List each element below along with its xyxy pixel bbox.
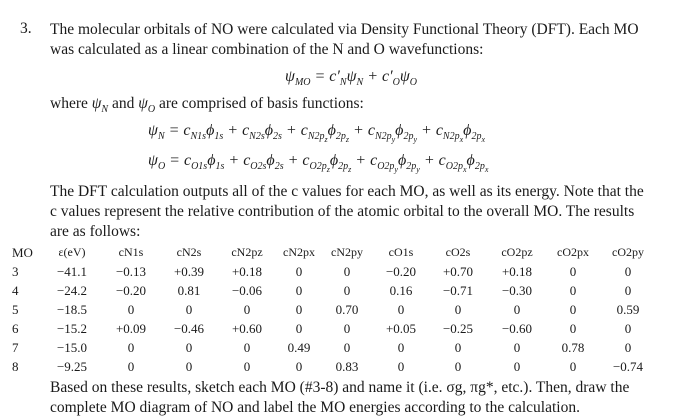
table-cell: 0 <box>127 301 135 317</box>
table-cell: −0.74 <box>612 358 644 374</box>
table-cell: 0 <box>243 339 251 355</box>
table-cell: 0 <box>127 358 135 374</box>
footer-line-2: complete MO diagram of NO and label the MO energies according to the calculation. <box>50 399 580 416</box>
psiN-equation: $\psi_N = c_{N1s}\phi_{1s} + c_{N2s}\phi_{2s} + c_{N2p_z}\phi_{2p_z} + c_{N2p_y}\phi_{2p_y} + c_{N2p_x}\phi_{2p_x}$ <box>148 122 485 145</box>
table-row <box>10 357 658 376</box>
table-cell: 0 <box>454 301 462 317</box>
table-cell: −41.1 <box>56 263 88 279</box>
table-header-cell: MO <box>12 244 33 260</box>
table-cell: −15.0 <box>56 339 88 355</box>
table-cell: 0 <box>343 339 351 355</box>
table-header-cell: cO2pz <box>501 245 533 259</box>
table-header-row <box>10 243 658 262</box>
table-cell: 0.16 <box>389 282 413 298</box>
table-cell: −0.06 <box>231 282 263 298</box>
table-header-cell: cN2s <box>176 245 202 259</box>
table-cell: 0 <box>243 358 251 374</box>
table-header-cell: cN1s <box>118 245 144 259</box>
table-cell: −0.60 <box>501 320 533 336</box>
table-cell: 0 <box>343 320 351 336</box>
table-cell: 0 <box>569 320 577 336</box>
where-line <box>50 94 364 120</box>
table-cell: 0 <box>243 301 251 317</box>
intro-line-2: was calculated as a linear combination of the N and O wavefunctions: <box>50 41 484 58</box>
table-cell: 0 <box>127 339 135 355</box>
mo-equation-text: $\psi_{MO} = c'_N\psi_N + c'_O\psi_O$ <box>285 68 417 89</box>
table-cell: +0.05 <box>385 320 417 336</box>
table-cell: +0.60 <box>231 320 263 336</box>
table-cell: 7 <box>12 339 19 355</box>
table-cell: −9.25 <box>56 358 88 374</box>
table-cell: 0 <box>624 339 632 355</box>
table-header-cell: ε(eV) <box>58 245 86 259</box>
table-cell: 0 <box>397 358 405 374</box>
table-cell: 0 <box>295 320 303 336</box>
table-cell: 5 <box>12 301 19 317</box>
table-row <box>10 338 658 357</box>
table-cell: −24.2 <box>56 282 88 298</box>
table-cell: +0.18 <box>231 263 263 279</box>
table-cell: 0 <box>185 358 193 374</box>
table-cell: 4 <box>12 282 19 298</box>
where-line-text: where $\psi_N$ and $\psi_O$ are comprised of basis functions: <box>50 95 364 116</box>
table-cell: −0.20 <box>115 282 147 298</box>
table-cell: −0.13 <box>115 263 147 279</box>
table-header-cell: cN2pz <box>231 245 263 259</box>
table-cell: 0 <box>295 358 303 374</box>
table-cell: 0 <box>569 263 577 279</box>
table-cell: 0.49 <box>287 339 311 355</box>
intro-line-1: The molecular orbitals of NO were calculated via Density Functional Theory (DFT). Each MO <box>50 21 639 38</box>
table-cell: 0 <box>569 301 577 317</box>
table-header-cell: cO2py <box>612 245 644 259</box>
table-body <box>10 262 658 376</box>
table-cell: 0 <box>513 339 521 355</box>
table-cell: −15.2 <box>56 320 88 336</box>
table-header-cell: cN2px <box>283 245 315 259</box>
table-cell: 0 <box>624 282 632 298</box>
table-row <box>10 281 658 300</box>
table-header-cell: cN2py <box>331 245 363 259</box>
table-cell: 0 <box>624 263 632 279</box>
table-cell: +0.70 <box>442 263 474 279</box>
table-cell: 0.70 <box>335 301 359 317</box>
table-row <box>10 319 658 338</box>
psiO-equation: $\psi_O = c_{O1s}\phi_{1s} + c_{O2s}\phi_{2s} + c_{O2p_z}\phi_{2p_z} + c_{O2p_y}\phi_{2p_y} + c_{O2p_x}\phi_{2p_x}$ <box>148 152 489 175</box>
table-cell: 0 <box>295 301 303 317</box>
table-cell: 0 <box>624 320 632 336</box>
table-cell: 0 <box>569 358 577 374</box>
table-header-cell: cO2s <box>445 245 471 259</box>
footer-instructions <box>50 378 629 418</box>
table-cell: 0 <box>343 282 351 298</box>
table-cell: 3 <box>12 263 19 279</box>
table-cell: −0.30 <box>501 282 533 298</box>
table-row <box>10 262 658 281</box>
table-cell: 0 <box>343 263 351 279</box>
table-cell: 0 <box>295 282 303 298</box>
table-cell: 0.81 <box>177 282 201 298</box>
table-cell: −18.5 <box>56 301 88 317</box>
table-cell: +0.09 <box>115 320 147 336</box>
question-number: 3. <box>20 20 32 37</box>
table-cell: 0.83 <box>335 358 359 374</box>
table-cell: 0 <box>513 358 521 374</box>
dft-line-3: are as follows: <box>50 223 141 240</box>
table-cell: 0 <box>454 358 462 374</box>
dft-line-1: The DFT calculation outputs all of the c values for each MO, as well as its energy. Note that the <box>50 183 644 200</box>
table-cell: 0 <box>513 301 521 317</box>
table-header-cell: cO1s <box>388 245 414 259</box>
table-cell: −0.71 <box>442 282 474 298</box>
table-cell: 8 <box>12 358 19 374</box>
table-cell: −0.20 <box>385 263 417 279</box>
table-cell: 6 <box>12 320 19 336</box>
table-cell: +0.39 <box>173 263 205 279</box>
table-row <box>10 300 658 319</box>
footer-line-1: Based on these results, sketch each MO (#3-8) and name it (i.e. σg, πg*, etc.). Then, draw the <box>50 379 630 396</box>
table-cell: 0 <box>454 339 462 355</box>
table-cell: 0 <box>185 339 193 355</box>
dft-line-2: c values represent the relative contribution of the atomic orbital to the overall MO. The results <box>50 203 635 220</box>
table-cell: −0.46 <box>173 320 205 336</box>
table-cell: 0 <box>295 263 303 279</box>
table-cell: 0 <box>397 339 405 355</box>
mo-equation <box>285 68 417 88</box>
table-header-cell: cO2px <box>557 245 589 259</box>
table-cell: 0 <box>569 282 577 298</box>
table-cell: −0.25 <box>442 320 474 336</box>
table-cell: +0.18 <box>501 263 533 279</box>
table-cell: 0 <box>185 301 193 317</box>
mo-coefficient-table <box>10 243 658 376</box>
table-cell: 0.59 <box>616 301 640 317</box>
table-cell: 0 <box>397 301 405 317</box>
table-cell: 0.78 <box>561 339 585 355</box>
